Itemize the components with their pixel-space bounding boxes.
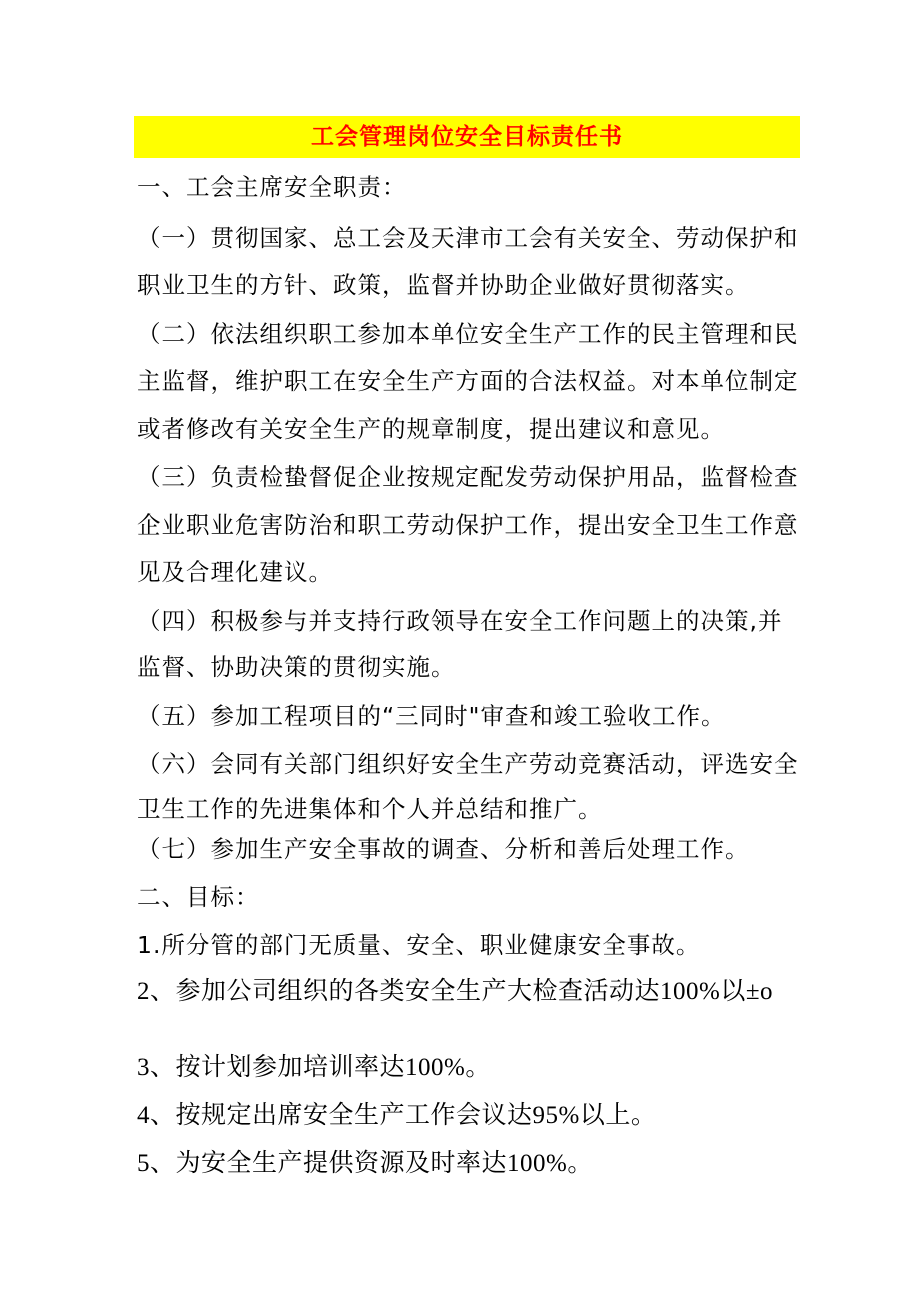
- goal-4: 4、按规定出席安全生产工作会议达95%以上。: [137, 1102, 657, 1129]
- goal-3: 3、按计划参加培训率达100%。: [137, 1054, 491, 1081]
- duty-3-line-3: 见及合理化建议。: [137, 558, 333, 586]
- duty-1-line-1: （一）贯彻国家、总工会及天津市工会有关安全、劳动保护和: [137, 224, 799, 252]
- duty-6-line-2: 卫生工作的先进集体和个人并总结和推广。: [137, 795, 603, 823]
- goal-5: 5、为安全生产提供资源及时率达100%。: [137, 1150, 593, 1177]
- duty-3-line-2: 企业职业危害防治和职工劳动保护工作，提出安全卫生工作意: [137, 511, 799, 539]
- duty-2-line-3: 或者修改有关安全生产的规章制度，提出建议和意见。: [137, 415, 725, 443]
- duty-5-line-1: （五）参加工程项目的“三同时"审查和竣工验收工作。: [137, 702, 726, 730]
- section-1-heading: 一、工会主席安全职责：: [137, 173, 407, 201]
- duty-6-line-1: （六）会同有关部门组织好安全生产劳动竞赛活动，评选安全: [137, 750, 799, 778]
- duty-7-line-1: （七）参加生产安全事故的调查、分析和善后处理工作。: [137, 835, 750, 863]
- goal-1: 1.所分管的部门无质量、安全、职业健康安全事故。: [137, 931, 701, 959]
- duty-4-line-2: 监督、协助决策的贯彻实施。: [137, 653, 456, 681]
- section-2-heading: 二、目标：: [137, 883, 260, 911]
- document-title: 工会管理岗位安全目标责任书: [311, 124, 623, 150]
- duty-2-line-2: 主监督，维护职工在安全生产方面的合法权益。对本单位制定: [137, 367, 799, 395]
- goal-2: 2、参加公司组织的各类安全生产大检查活动达100%以±o: [137, 978, 774, 1005]
- duty-2-line-1: （二）依法组织职工参加本单位安全生产工作的民主管理和民: [137, 320, 799, 348]
- duty-1-line-2: 职业卫生的方针、政策，监督并协助企业做好贯彻落实。: [137, 271, 750, 299]
- duty-4-line-1: （四）积极参与并支持行政领导在安全工作问题上的决策,并: [137, 607, 783, 635]
- duty-3-line-1: （三）负责检蛰督促企业按规定配发劳动保护用品，监督检查: [137, 463, 799, 491]
